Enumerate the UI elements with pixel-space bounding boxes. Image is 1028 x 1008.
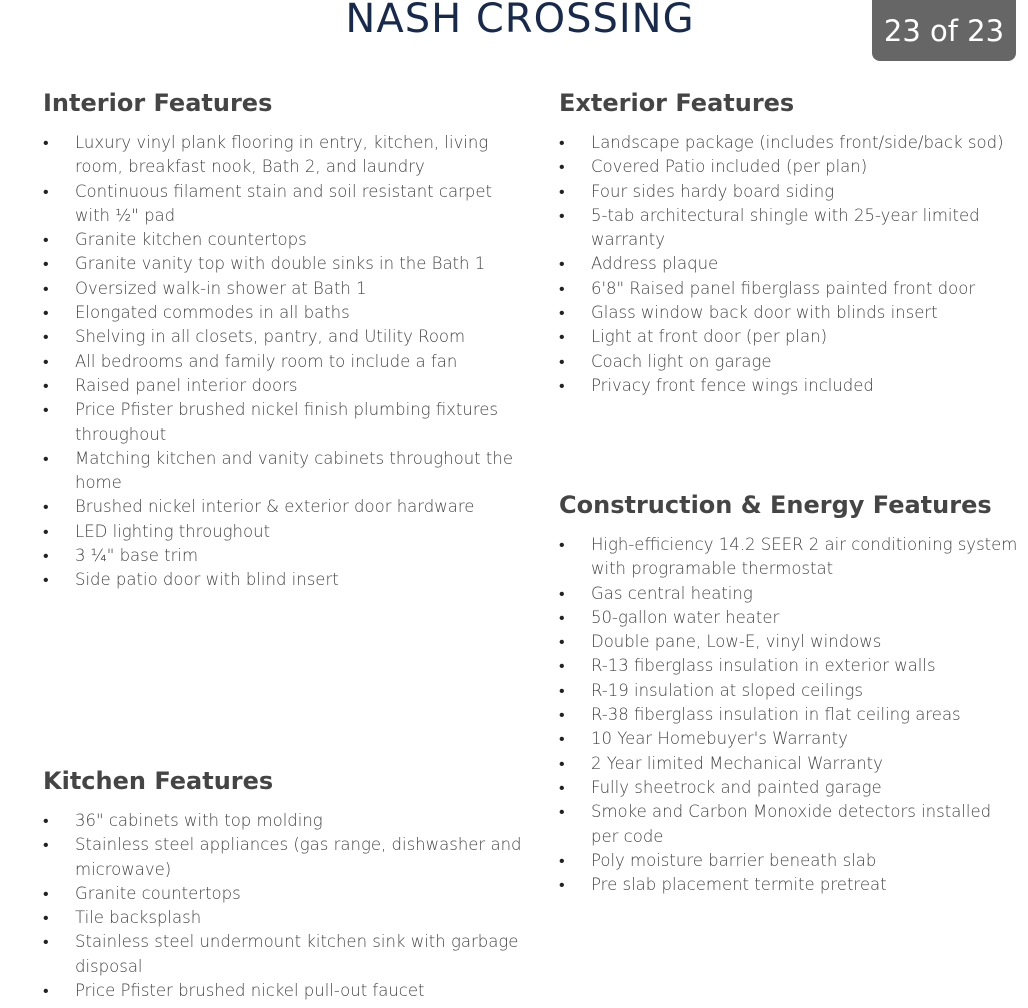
list-item bbox=[559, 630, 1021, 654]
bullet-icon: • bbox=[559, 278, 565, 298]
construction-energy-features-section bbox=[559, 490, 1021, 897]
list-item-text: Price Pfister brushed nickel finish plumbing fixtures throughout bbox=[75, 400, 499, 444]
bullet-icon: • bbox=[559, 753, 565, 773]
bullet-icon: • bbox=[43, 254, 49, 274]
list-item-text: Gas central heating bbox=[591, 583, 753, 603]
list-item bbox=[43, 979, 523, 1003]
bullet-icon: • bbox=[559, 133, 565, 152]
list-item bbox=[43, 906, 523, 930]
list-item-text: Oversized walk-in shower at Bath 1 bbox=[75, 278, 367, 298]
list-item bbox=[43, 398, 523, 447]
list-item bbox=[559, 252, 1021, 276]
bullet-icon: • bbox=[559, 327, 565, 347]
bullet-icon: • bbox=[559, 375, 565, 395]
bullet-icon: • bbox=[43, 908, 49, 928]
section-heading: Interior Features bbox=[43, 89, 273, 117]
bullet-icon: • bbox=[43, 230, 49, 250]
bullet-icon: • bbox=[43, 448, 49, 468]
list-item bbox=[559, 752, 1021, 776]
bullet-icon: • bbox=[43, 835, 49, 855]
bullet-icon: • bbox=[43, 932, 49, 952]
list-item bbox=[559, 350, 1021, 374]
bullet-icon: • bbox=[559, 875, 565, 895]
exterior-features-section bbox=[559, 88, 1021, 398]
list-item-text: Luxury vinyl plank flooring in entry, kitchen, living room, breakfast nook, Bath 2, and laundry bbox=[75, 133, 489, 177]
list-item bbox=[559, 277, 1021, 301]
list-item bbox=[43, 833, 523, 882]
list-item bbox=[559, 703, 1021, 727]
list-item-text: R-13 fiberglass insulation in exterior walls bbox=[591, 656, 936, 676]
list-item bbox=[43, 520, 523, 544]
bullet-icon: • bbox=[559, 607, 565, 627]
list-item bbox=[43, 325, 523, 349]
bullet-icon: • bbox=[43, 133, 49, 152]
list-item bbox=[43, 252, 523, 276]
bullet-icon: • bbox=[43, 981, 49, 1001]
list-item bbox=[43, 568, 523, 592]
list-item bbox=[559, 131, 1021, 155]
kitchen-features-section bbox=[43, 766, 523, 1003]
bullet-icon: • bbox=[559, 850, 565, 870]
list-item-text: 3 ¼" base trim bbox=[75, 546, 199, 566]
feature-list bbox=[43, 131, 523, 593]
bullet-icon: • bbox=[43, 883, 49, 903]
list-item-text: Address plaque bbox=[591, 254, 719, 274]
bullet-icon: • bbox=[559, 351, 565, 371]
list-item-text: Granite vanity top with double sinks in the Bath 1 bbox=[75, 254, 486, 274]
bullet-icon: • bbox=[559, 802, 565, 822]
bullet-icon: • bbox=[43, 521, 49, 541]
list-item bbox=[559, 800, 1021, 849]
bullet-icon: • bbox=[559, 303, 565, 323]
list-item bbox=[559, 679, 1021, 703]
image-counter-badge: 23 of 23 bbox=[872, 0, 1016, 61]
list-item-text: High-efficiency 14.2 SEER 2 air conditioning system with programable thermostat bbox=[591, 535, 1018, 579]
list-item bbox=[43, 374, 523, 398]
list-item-text: Glass window back door with blinds insert bbox=[591, 303, 938, 323]
list-item-text: R-38 fiberglass insulation in flat ceiling areas bbox=[591, 705, 961, 725]
interior-features-section bbox=[43, 88, 523, 593]
section-heading: Exterior Features bbox=[559, 89, 795, 117]
bullet-icon: • bbox=[43, 400, 49, 420]
list-item bbox=[559, 873, 1021, 897]
bullet-icon: • bbox=[559, 157, 565, 177]
list-item bbox=[559, 582, 1021, 606]
bullet-icon: • bbox=[559, 254, 565, 274]
list-item-text: Fully sheetrock and painted garage bbox=[591, 777, 882, 797]
list-item-text: 50-gallon water heater bbox=[591, 607, 780, 627]
list-item bbox=[559, 727, 1021, 751]
list-item-text: Side patio door with blind insert bbox=[75, 570, 339, 590]
bullet-icon: • bbox=[43, 303, 49, 323]
list-item-text: Covered Patio included (per plan) bbox=[591, 157, 868, 177]
list-item-text: Pre slab placement termite pretreat bbox=[591, 875, 887, 895]
list-item-text: Smoke and Carbon Monoxide detectors installed per code bbox=[591, 802, 992, 846]
feature-list bbox=[559, 131, 1021, 398]
list-item bbox=[43, 131, 523, 180]
list-item bbox=[43, 228, 523, 252]
list-item bbox=[43, 809, 523, 833]
bullet-icon: • bbox=[43, 351, 49, 371]
bullet-icon: • bbox=[559, 680, 565, 700]
bullet-icon: • bbox=[43, 811, 49, 830]
list-item-text: 10 Year Homebuyer's Warranty bbox=[591, 729, 848, 749]
bullet-icon: • bbox=[43, 181, 49, 201]
list-item bbox=[43, 882, 523, 906]
list-item-text: Matching kitchen and vanity cabinets throughout the home bbox=[75, 448, 513, 493]
list-item-text: Tile backsplash bbox=[75, 908, 202, 928]
list-item-text: Privacy front fence wings included bbox=[591, 375, 874, 395]
bullet-icon: • bbox=[559, 535, 565, 554]
list-item bbox=[559, 204, 1021, 253]
list-item-text: Elongated commodes in all baths bbox=[75, 303, 350, 323]
list-item-text: 6'8" Raised panel fiberglass painted front door bbox=[591, 278, 976, 298]
list-item bbox=[43, 447, 523, 496]
list-item-text: Stainless steel undermount kitchen sink with garbage disposal bbox=[75, 932, 519, 976]
list-item-text: Granite kitchen countertops bbox=[75, 230, 307, 250]
list-item bbox=[43, 180, 523, 229]
section-heading: Kitchen Features bbox=[43, 767, 274, 795]
list-item bbox=[559, 606, 1021, 630]
list-item bbox=[559, 776, 1021, 800]
bullet-icon: • bbox=[43, 278, 49, 298]
bullet-icon: • bbox=[43, 546, 49, 566]
list-item-text: Landscape package (includes front/side/back sod) bbox=[591, 133, 1004, 152]
page-title: NASH CROSSING bbox=[345, 0, 695, 42]
list-item-text: 5-tab architectural shingle with 25-year limited warranty bbox=[591, 205, 980, 250]
list-item bbox=[43, 930, 523, 979]
list-item-text: Poly moisture barrier beneath slab bbox=[591, 850, 877, 870]
bullet-icon: • bbox=[559, 705, 565, 725]
list-item bbox=[43, 350, 523, 374]
feature-list bbox=[43, 809, 523, 1003]
list-item-text: Brushed nickel interior & exterior door hardware bbox=[75, 497, 475, 517]
list-item-text: Granite countertops bbox=[75, 883, 241, 903]
bullet-icon: • bbox=[559, 729, 565, 749]
list-item-text: Raised panel interior doors bbox=[75, 375, 298, 395]
list-item bbox=[559, 301, 1021, 325]
section-heading: Construction & Energy Features bbox=[559, 491, 992, 519]
list-item-text: Four sides hardy board siding bbox=[591, 181, 835, 201]
bullet-icon: • bbox=[43, 570, 49, 590]
list-item bbox=[559, 654, 1021, 678]
list-item bbox=[559, 180, 1021, 204]
bullet-icon: • bbox=[559, 777, 565, 797]
list-item-text: 2 Year limited Mechanical Warranty bbox=[591, 753, 883, 773]
list-item-text: All bedrooms and family room to include a fan bbox=[75, 351, 458, 371]
list-item-text: Coach light on garage bbox=[591, 351, 772, 371]
list-item bbox=[559, 849, 1021, 873]
list-item-text: Continuous filament stain and soil resistant carpet with ½" pad bbox=[75, 181, 492, 225]
list-item bbox=[559, 155, 1021, 179]
bullet-icon: • bbox=[559, 181, 565, 201]
list-item bbox=[43, 301, 523, 325]
list-item bbox=[559, 533, 1021, 582]
list-item-text: Stainless steel appliances (gas range, dishwasher and microwave) bbox=[75, 835, 522, 879]
bullet-icon: • bbox=[559, 583, 565, 603]
bullet-icon: • bbox=[43, 497, 49, 517]
list-item-text: Shelving in all closets, pantry, and Utility Room bbox=[75, 327, 466, 347]
list-item-text: R-19 insulation at sloped ceilings bbox=[591, 680, 864, 700]
feature-list bbox=[559, 533, 1021, 897]
list-item-text: Price Pfister brushed nickel pull-out faucet bbox=[75, 981, 425, 1001]
bullet-icon: • bbox=[559, 205, 565, 225]
bullet-icon: • bbox=[559, 632, 565, 652]
bullet-icon: • bbox=[43, 327, 49, 347]
list-item bbox=[43, 277, 523, 301]
list-item bbox=[43, 495, 523, 519]
list-item-text: LED lighting throughout bbox=[75, 521, 271, 541]
list-item bbox=[559, 374, 1021, 398]
bullet-icon: • bbox=[559, 656, 565, 676]
list-item bbox=[43, 544, 523, 568]
bullet-icon: • bbox=[43, 375, 49, 395]
list-item-text: Light at front door (per plan) bbox=[591, 327, 828, 347]
list-item-text: Double pane, Low-E, vinyl windows bbox=[591, 632, 882, 652]
list-item bbox=[559, 325, 1021, 349]
list-item-text: 36" cabinets with top molding bbox=[75, 811, 323, 830]
